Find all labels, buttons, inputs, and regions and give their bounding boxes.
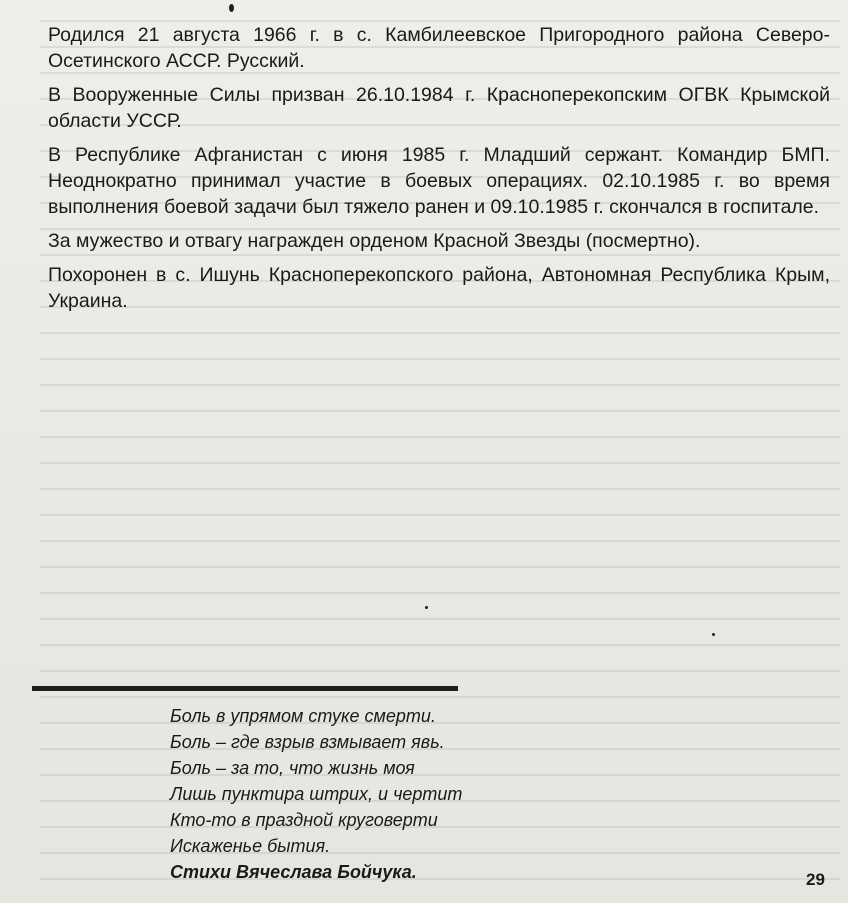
biography-paragraph-award: За мужество и отвагу награжден орденом Красной Звезды (посмертно). (48, 230, 701, 252)
poem-line: Лишь пунктира штрих, и чертит (170, 784, 463, 804)
print-speck (229, 4, 234, 12)
poem-line: Боль – за то, что жизнь моя (170, 758, 415, 778)
biography-text (48, 22, 830, 322)
print-speck (425, 606, 428, 609)
biography-paragraph-conscription: В Вооруженные Силы призван 26.10.1984 г. Красноперекопским ОГВК Крымской области УССР. (48, 84, 830, 132)
poem-line: Кто-то в праздной круговерти (170, 810, 438, 830)
print-speck (712, 633, 715, 636)
poem-line: Боль – где взрыв взмывает явь. (170, 732, 445, 752)
page-number: 29 (806, 870, 825, 889)
poem-author: Стихи Вячеслава Бойчука. (170, 862, 417, 882)
section-divider (32, 686, 458, 691)
biography-paragraph-burial: Похоронен в с. Ишунь Красноперекопского района, Автономная Республика Крым, Украина. (48, 264, 830, 312)
biography-paragraph-birth: Родился 21 августа 1966 г. в с. Камбилеевское Пригородного района Северо-Осетинского АССР. Русский. (48, 24, 830, 72)
poem-block (170, 703, 462, 885)
poem-line: Искаженье бытия. (170, 836, 331, 856)
biography-paragraph-service: В Республике Афганистан с июня 1985 г. Младший сержант. Командир БМП. Неоднократно принимал участие в боевых операциях. 02.10.1985 г. во время выполнения боевой задачи был тяжело ранен и 09.10.1985 г. скончался в госпитале. (48, 144, 830, 218)
poem-line: Боль в упрямом стуке смерти. (170, 706, 436, 726)
